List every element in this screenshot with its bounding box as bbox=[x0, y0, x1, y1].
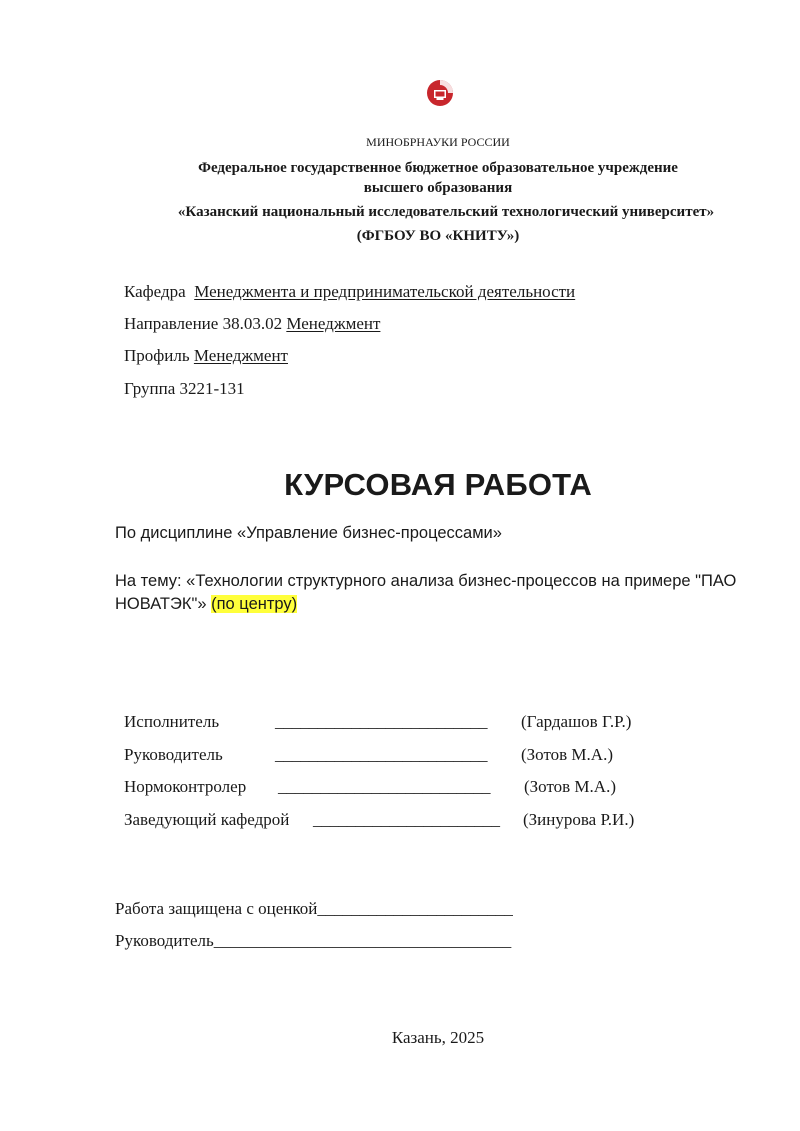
institution-line-1: Федеральное государственное бюджетное образовательное учреждение bbox=[198, 160, 678, 176]
topic-line-1: На тему: «Технологии структурного анализа бизнес-процессов на примере "ПАО bbox=[115, 572, 737, 590]
ministry-name: МИНОБРНАУКИ РОССИИ bbox=[366, 135, 510, 149]
defense-grade-line: Работа защищена с оценкой_______________________ bbox=[115, 899, 513, 918]
topic-line-2 bbox=[115, 595, 297, 614]
signature-name-supervisor: (Зотов М.А.) bbox=[521, 745, 613, 764]
signature-label-normcontroller: Нормоконтролер bbox=[124, 777, 247, 796]
signature-name-normcontroller: (Зотов М.А.) bbox=[524, 777, 616, 796]
department-row bbox=[124, 282, 575, 302]
direction-value: Менеджмент bbox=[286, 314, 381, 333]
university-logo-icon bbox=[426, 79, 454, 107]
department-label: Кафедра bbox=[124, 282, 186, 301]
topic-line-2-text: НОВАТЭК"» bbox=[115, 595, 207, 613]
profile-value: Менеджмент bbox=[193, 346, 288, 365]
city-year: Казань, 2025 bbox=[391, 1028, 485, 1047]
profile-row bbox=[124, 346, 288, 366]
direction-row bbox=[124, 314, 380, 334]
defense-supervisor-line: Руководитель___________________________________ bbox=[115, 931, 512, 950]
signature-line-executor: _________________________ bbox=[275, 712, 488, 731]
institution-line-2: высшего образования bbox=[363, 180, 513, 196]
signature-line-head: ______________________ bbox=[313, 810, 500, 829]
university-name: «Казанский национальный исследовательский технологический университет» bbox=[177, 204, 715, 220]
signature-label-executor: Исполнитель bbox=[124, 712, 220, 731]
signature-line-normcontroller: _________________________ bbox=[278, 777, 491, 796]
university-abbreviation: (ФГБОУ ВО «КНИТУ») bbox=[356, 228, 520, 244]
document-title: КУРСОВАЯ РАБОТА bbox=[284, 467, 592, 502]
direction-label: Направление 38.03.02 bbox=[124, 314, 283, 333]
profile-label: Профиль bbox=[124, 346, 190, 365]
signature-line-supervisor: _________________________ bbox=[275, 745, 488, 764]
highlighted-note: (по центру) bbox=[211, 595, 298, 613]
signature-label-supervisor: Руководитель bbox=[124, 745, 223, 764]
discipline-line: По дисциплине «Управление бизнес-процессами» bbox=[115, 524, 502, 542]
signature-name-head: (Зинурова Р.И.) bbox=[523, 810, 635, 829]
signature-name-executor: (Гардашов Г.Р.) bbox=[521, 712, 632, 731]
group-row: Группа 3221-131 bbox=[124, 379, 245, 398]
signature-label-head: Заведующий кафедрой bbox=[124, 810, 290, 829]
department-value: Менеджмента и предпринимательской деятельности bbox=[194, 282, 576, 301]
